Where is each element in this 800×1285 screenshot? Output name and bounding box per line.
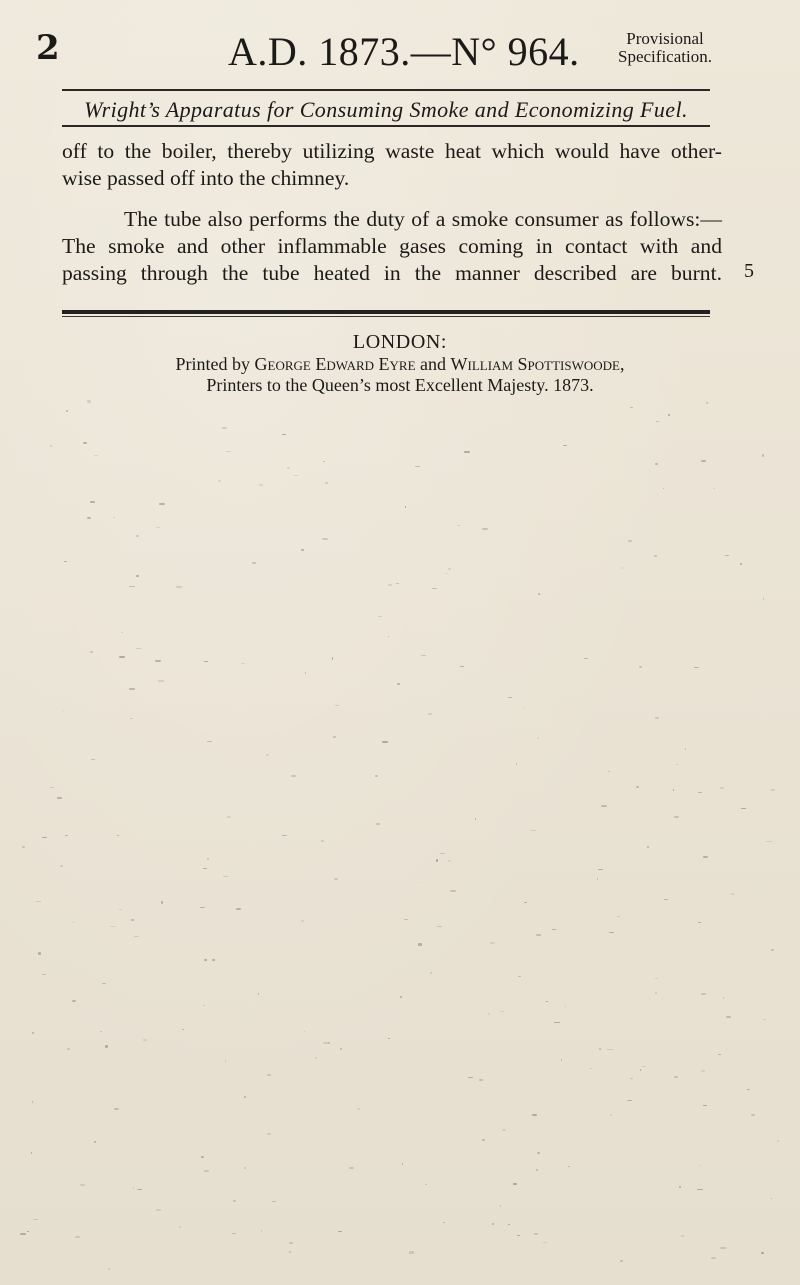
paper-speck <box>241 663 245 664</box>
paper-speck <box>654 555 657 557</box>
paper-speck <box>129 688 135 690</box>
printer-name-2: William Spottiswoode <box>450 354 620 374</box>
paper-speck <box>508 1224 510 1225</box>
paper-speck <box>450 890 456 892</box>
paper-speck <box>33 1219 38 1220</box>
paper-speck <box>534 1233 537 1235</box>
paper-speck <box>322 538 328 540</box>
paper-speck <box>227 816 231 818</box>
paper-speck <box>608 771 610 772</box>
paper-speck <box>119 656 125 658</box>
paper-speck <box>482 528 488 530</box>
paper-speck <box>325 482 328 484</box>
paper-speck <box>552 929 556 930</box>
paper-speck <box>332 657 333 659</box>
paper-speck <box>421 882 422 884</box>
paper-speck <box>117 835 119 836</box>
paper-speck <box>200 907 204 908</box>
paper-speck <box>537 737 539 739</box>
paper-speck <box>102 983 107 984</box>
paper-speck <box>334 878 337 880</box>
paper-speck <box>448 568 451 570</box>
paper-speck <box>647 846 650 848</box>
paper-speck <box>490 942 495 944</box>
paper-speck <box>655 992 658 994</box>
paper-speck <box>244 1167 247 1169</box>
paragraph-line: The tube also performs the duty of a smoke consumer as follows:— <box>124 207 722 231</box>
paper-speck <box>388 1038 390 1039</box>
paper-speck <box>158 680 164 682</box>
paper-speck <box>720 1247 726 1249</box>
paper-speck <box>32 1101 34 1103</box>
paper-speck <box>500 1011 504 1013</box>
paper-speck <box>156 527 160 528</box>
imprint-printers <box>0 354 800 375</box>
paper-speck <box>176 586 182 589</box>
paper-speck <box>282 835 288 837</box>
page-number: 2 <box>36 28 60 68</box>
paper-speck <box>445 573 449 575</box>
paper-speck <box>36 901 40 902</box>
paper-speck <box>323 461 325 462</box>
paper-speck <box>304 1031 305 1033</box>
paper-speck <box>133 1187 134 1189</box>
paper-speck <box>617 916 620 917</box>
paper-speck <box>460 666 464 667</box>
paper-speck <box>42 974 46 975</box>
running-title-rule <box>62 125 710 127</box>
paper-speck <box>129 586 135 588</box>
paper-speck <box>203 868 207 869</box>
paper-speck <box>382 741 388 743</box>
paper-speck <box>676 764 678 766</box>
imprint-prefix: Printed by <box>175 354 255 374</box>
paper-speck <box>134 936 139 937</box>
paper-speck <box>437 926 442 927</box>
paper-speck <box>656 421 658 423</box>
paper-speck <box>378 616 382 617</box>
paper-speck <box>706 402 708 404</box>
paper-speck <box>267 1133 271 1135</box>
paper-speck <box>27 1231 29 1233</box>
paper-speck <box>609 932 614 934</box>
paper-speck <box>388 584 393 586</box>
paper-speck <box>267 1074 271 1076</box>
paper-speck <box>252 562 256 564</box>
paper-speck <box>639 666 642 668</box>
paper-speck <box>597 878 598 880</box>
paper-speck <box>233 1200 236 1202</box>
paper-speck <box>561 1059 562 1060</box>
paper-speck <box>22 846 25 848</box>
paper-speck <box>294 475 299 477</box>
paper-speck <box>763 598 765 600</box>
paper-speck <box>432 588 437 590</box>
paper-speck <box>87 517 91 519</box>
paper-speck <box>301 549 304 551</box>
paper-speck <box>751 1114 755 1116</box>
paper-speck <box>50 445 52 447</box>
paper-speck <box>400 996 402 998</box>
paper-speck <box>418 943 422 945</box>
paper-speck <box>136 535 139 537</box>
paper-speck <box>130 718 133 719</box>
paper-speck <box>565 1006 566 1008</box>
paper-speck <box>568 1166 571 1168</box>
paper-speck <box>83 442 87 443</box>
imprint-city: LONDON: <box>352 331 448 353</box>
paper-speck <box>524 902 527 903</box>
paper-speck <box>524 708 526 709</box>
paper-speck <box>468 1077 473 1078</box>
paper-speck <box>475 818 476 820</box>
paper-speck <box>340 1048 342 1050</box>
paper-speck <box>57 797 62 799</box>
paper-speck <box>282 434 286 435</box>
running-title: Wright’s Apparatus for Consuming Smoke and Economizing Fuel. <box>84 97 688 122</box>
paper-speck <box>636 786 640 788</box>
paper-speck <box>225 1060 227 1062</box>
paper-speck <box>42 837 47 839</box>
paper-speck <box>105 1045 108 1048</box>
paper-speck <box>771 1198 773 1199</box>
paper-speck <box>232 1233 237 1234</box>
paper-speck <box>244 1096 247 1098</box>
paper-speck <box>428 713 432 715</box>
paper-speck <box>137 1189 142 1190</box>
paper-speck <box>65 835 68 836</box>
paper-speck <box>747 1089 750 1091</box>
paper-speck <box>448 860 452 862</box>
paragraph-line: passing through the tube heated in the manner described are burnt. <box>62 261 722 285</box>
paper-speck <box>703 856 708 858</box>
paper-speck <box>259 484 263 486</box>
paper-speck <box>204 1170 209 1172</box>
paper-speck <box>222 427 227 429</box>
paper-speck <box>32 1032 34 1035</box>
paper-speck <box>713 488 715 490</box>
paper-speck <box>397 683 401 685</box>
paper-speck <box>443 1222 445 1223</box>
paragraph-2 <box>62 206 722 287</box>
paper-speck <box>457 525 461 527</box>
paper-speck <box>500 1205 502 1207</box>
status-line-specification: Specification. <box>618 47 712 66</box>
paper-speck <box>543 1242 548 1243</box>
paper-speck <box>236 908 241 910</box>
paper-speck <box>291 775 296 777</box>
paper-speck <box>763 1019 766 1020</box>
paper-speck <box>771 949 774 951</box>
paper-speck <box>91 759 96 760</box>
paper-speck <box>761 1252 764 1253</box>
paper-speck <box>563 445 567 446</box>
paper-speck <box>159 503 165 505</box>
paper-speck <box>622 567 623 569</box>
paper-speck <box>630 1078 633 1080</box>
imprint-conjunction: and <box>415 354 451 374</box>
paper-speck <box>421 655 426 657</box>
paper-speck <box>87 400 92 403</box>
paper-speck <box>289 1251 291 1253</box>
paper-speck <box>136 575 139 577</box>
paper-speck <box>301 920 304 922</box>
paper-speck <box>723 997 724 999</box>
paper-speck <box>546 1001 548 1003</box>
paper-speck <box>663 488 664 489</box>
paper-speck <box>740 563 742 565</box>
paper-speck <box>60 865 63 867</box>
paper-speck <box>741 1249 743 1250</box>
paper-speck <box>673 789 674 791</box>
paper-speck <box>100 1031 102 1032</box>
paper-speck <box>726 1016 731 1018</box>
status-line-provisional: Provisional <box>626 29 704 48</box>
paper-speck <box>119 909 123 911</box>
imprint-suffix: , <box>619 354 625 374</box>
paper-speck <box>694 667 699 668</box>
paper-speck <box>584 658 589 659</box>
paper-speck <box>207 741 213 742</box>
paper-speck <box>50 787 55 788</box>
paper-speck <box>771 789 776 791</box>
specification-status <box>612 30 718 66</box>
paper-speck <box>328 1042 330 1044</box>
paper-speck <box>335 705 339 706</box>
paper-speck <box>440 853 446 855</box>
paper-speck <box>655 463 658 465</box>
paper-speck <box>272 1201 276 1202</box>
paper-speck <box>376 823 379 825</box>
paper-speck <box>516 763 517 765</box>
paper-speck <box>204 661 208 663</box>
imprint-rule <box>62 310 710 314</box>
paper-speck <box>508 697 512 699</box>
paper-speck <box>642 1066 646 1067</box>
paper-speck <box>590 1068 592 1069</box>
paper-speck <box>131 919 134 921</box>
margin-line-number: 5 <box>744 260 754 282</box>
paper-speck <box>226 451 230 453</box>
paper-speck <box>415 466 420 467</box>
paper-speck <box>90 651 94 653</box>
paper-speck <box>513 1183 517 1185</box>
paper-speck <box>554 1022 560 1024</box>
paper-speck <box>94 1141 97 1142</box>
paper-speck <box>640 1069 641 1071</box>
paper-speck <box>620 1260 623 1262</box>
paper-speck <box>701 460 706 462</box>
paper-speck <box>698 792 703 793</box>
paper-speck <box>110 926 116 928</box>
paper-speck <box>685 748 687 750</box>
paper-speck <box>155 660 160 662</box>
paper-speck <box>701 993 706 995</box>
imprint-printers-title: Printers to the Queen’s most Excellent Majesty. 1873. <box>206 375 594 395</box>
paper-speck <box>607 1049 613 1051</box>
paper-speck <box>536 934 541 936</box>
paper-speck <box>66 410 68 412</box>
paper-speck <box>598 869 603 870</box>
paper-speck <box>538 593 540 595</box>
paper-speck <box>537 1152 540 1154</box>
paper-speck <box>464 451 470 453</box>
paragraph-1 <box>62 138 722 192</box>
paper-speck <box>73 922 74 923</box>
paper-speck <box>20 1233 26 1235</box>
paper-speck <box>287 467 290 469</box>
paper-speck <box>628 540 632 542</box>
paper-speck <box>700 1165 702 1166</box>
paper-speck <box>536 1169 538 1170</box>
paper-speck <box>289 1242 293 1244</box>
paper-speck <box>201 1156 204 1158</box>
paper-speck <box>321 840 324 842</box>
paper-speck <box>518 976 521 977</box>
paper-speck <box>599 1048 601 1051</box>
paper-speck <box>114 1108 120 1110</box>
paper-speck <box>94 455 98 456</box>
paper-speck <box>258 993 260 995</box>
paper-speck <box>741 808 746 809</box>
paper-speck <box>531 830 535 832</box>
paper-speck <box>63 711 65 713</box>
paper-speck <box>388 636 390 637</box>
paper-speck <box>731 893 733 895</box>
paper-speck <box>108 1268 110 1270</box>
paper-speck <box>156 1209 160 1211</box>
paper-speck <box>720 787 725 789</box>
paper-speck <box>718 1054 721 1055</box>
paper-speck <box>64 561 68 562</box>
paper-speck <box>204 959 207 961</box>
paper-speck <box>375 775 378 777</box>
paper-speck <box>357 1108 360 1110</box>
paper-speck <box>681 1235 684 1237</box>
paper-speck <box>492 1223 494 1225</box>
paper-speck <box>261 1230 262 1232</box>
paper-speck <box>396 583 399 585</box>
paper-speck <box>655 717 659 719</box>
paper-speck <box>223 876 229 877</box>
paper-speck <box>762 454 765 457</box>
paper-speck <box>90 501 96 503</box>
paper-speck <box>711 1257 717 1259</box>
paper-speck <box>627 1100 632 1101</box>
paragraph-line: The smoke and other inflammable gases coming in contact with and <box>62 234 722 258</box>
paper-speck <box>664 899 668 900</box>
paragraph-line: wise passed off into the chimney. <box>62 166 350 190</box>
paper-speck <box>203 1005 205 1006</box>
paper-speck <box>31 1152 33 1154</box>
paper-speck <box>679 1186 682 1188</box>
paper-speck <box>703 1105 707 1106</box>
paper-speck <box>517 1235 520 1236</box>
paper-speck <box>136 648 141 649</box>
paper-speck <box>725 555 729 556</box>
paper-speck <box>80 1184 86 1186</box>
paper-speck <box>315 1057 317 1059</box>
imprint-rule-thin <box>62 316 710 317</box>
paper-speck <box>38 952 42 954</box>
paper-speck <box>333 736 336 738</box>
patent-number-title: A.D. 1873.—N° 964. <box>228 29 580 74</box>
paper-speck <box>697 1189 702 1191</box>
paper-speck <box>266 754 269 756</box>
paper-speck <box>488 1013 490 1015</box>
paper-speck <box>701 1070 706 1072</box>
paper-speck <box>436 859 439 861</box>
paper-speck <box>179 1226 181 1228</box>
paper-speck <box>766 841 772 843</box>
paper-speck <box>405 506 407 508</box>
paragraph-line: off to the boiler, thereby utilizing waste heat which would have other- <box>62 139 722 163</box>
paper-speck <box>404 919 408 921</box>
paper-speck <box>113 517 116 518</box>
paper-speck <box>668 414 671 416</box>
paper-speck <box>482 1139 485 1141</box>
paper-speck <box>212 959 215 961</box>
paper-speck <box>161 901 163 903</box>
paper-speck <box>601 805 606 807</box>
header-rule <box>62 89 710 91</box>
paper-speck <box>349 1167 354 1169</box>
paper-speck <box>305 672 306 674</box>
printer-name-1: George Edward Eyre <box>254 354 416 374</box>
paper-speck <box>502 1129 505 1131</box>
paper-speck <box>75 1236 80 1238</box>
paper-speck <box>67 1048 70 1050</box>
paper-speck <box>338 1231 342 1232</box>
paper-speck <box>207 858 209 860</box>
paper-speck <box>121 632 123 634</box>
paper-speck <box>630 407 633 408</box>
paper-speck <box>674 816 679 818</box>
paper-speck <box>72 1000 76 1002</box>
paper-speck <box>402 1163 404 1165</box>
paper-speck <box>430 972 432 974</box>
paper-speck <box>479 1079 484 1080</box>
paper-speck <box>610 1114 612 1116</box>
paper-speck <box>777 1140 779 1142</box>
paper-speck <box>143 1039 147 1041</box>
paper-speck <box>425 1184 427 1185</box>
paper-speck <box>532 1114 537 1116</box>
paper-speck <box>655 978 658 980</box>
paper-speck <box>182 1029 184 1030</box>
paper-speck <box>698 922 701 924</box>
paper-speck <box>674 1076 678 1077</box>
paper-speck <box>218 480 221 482</box>
